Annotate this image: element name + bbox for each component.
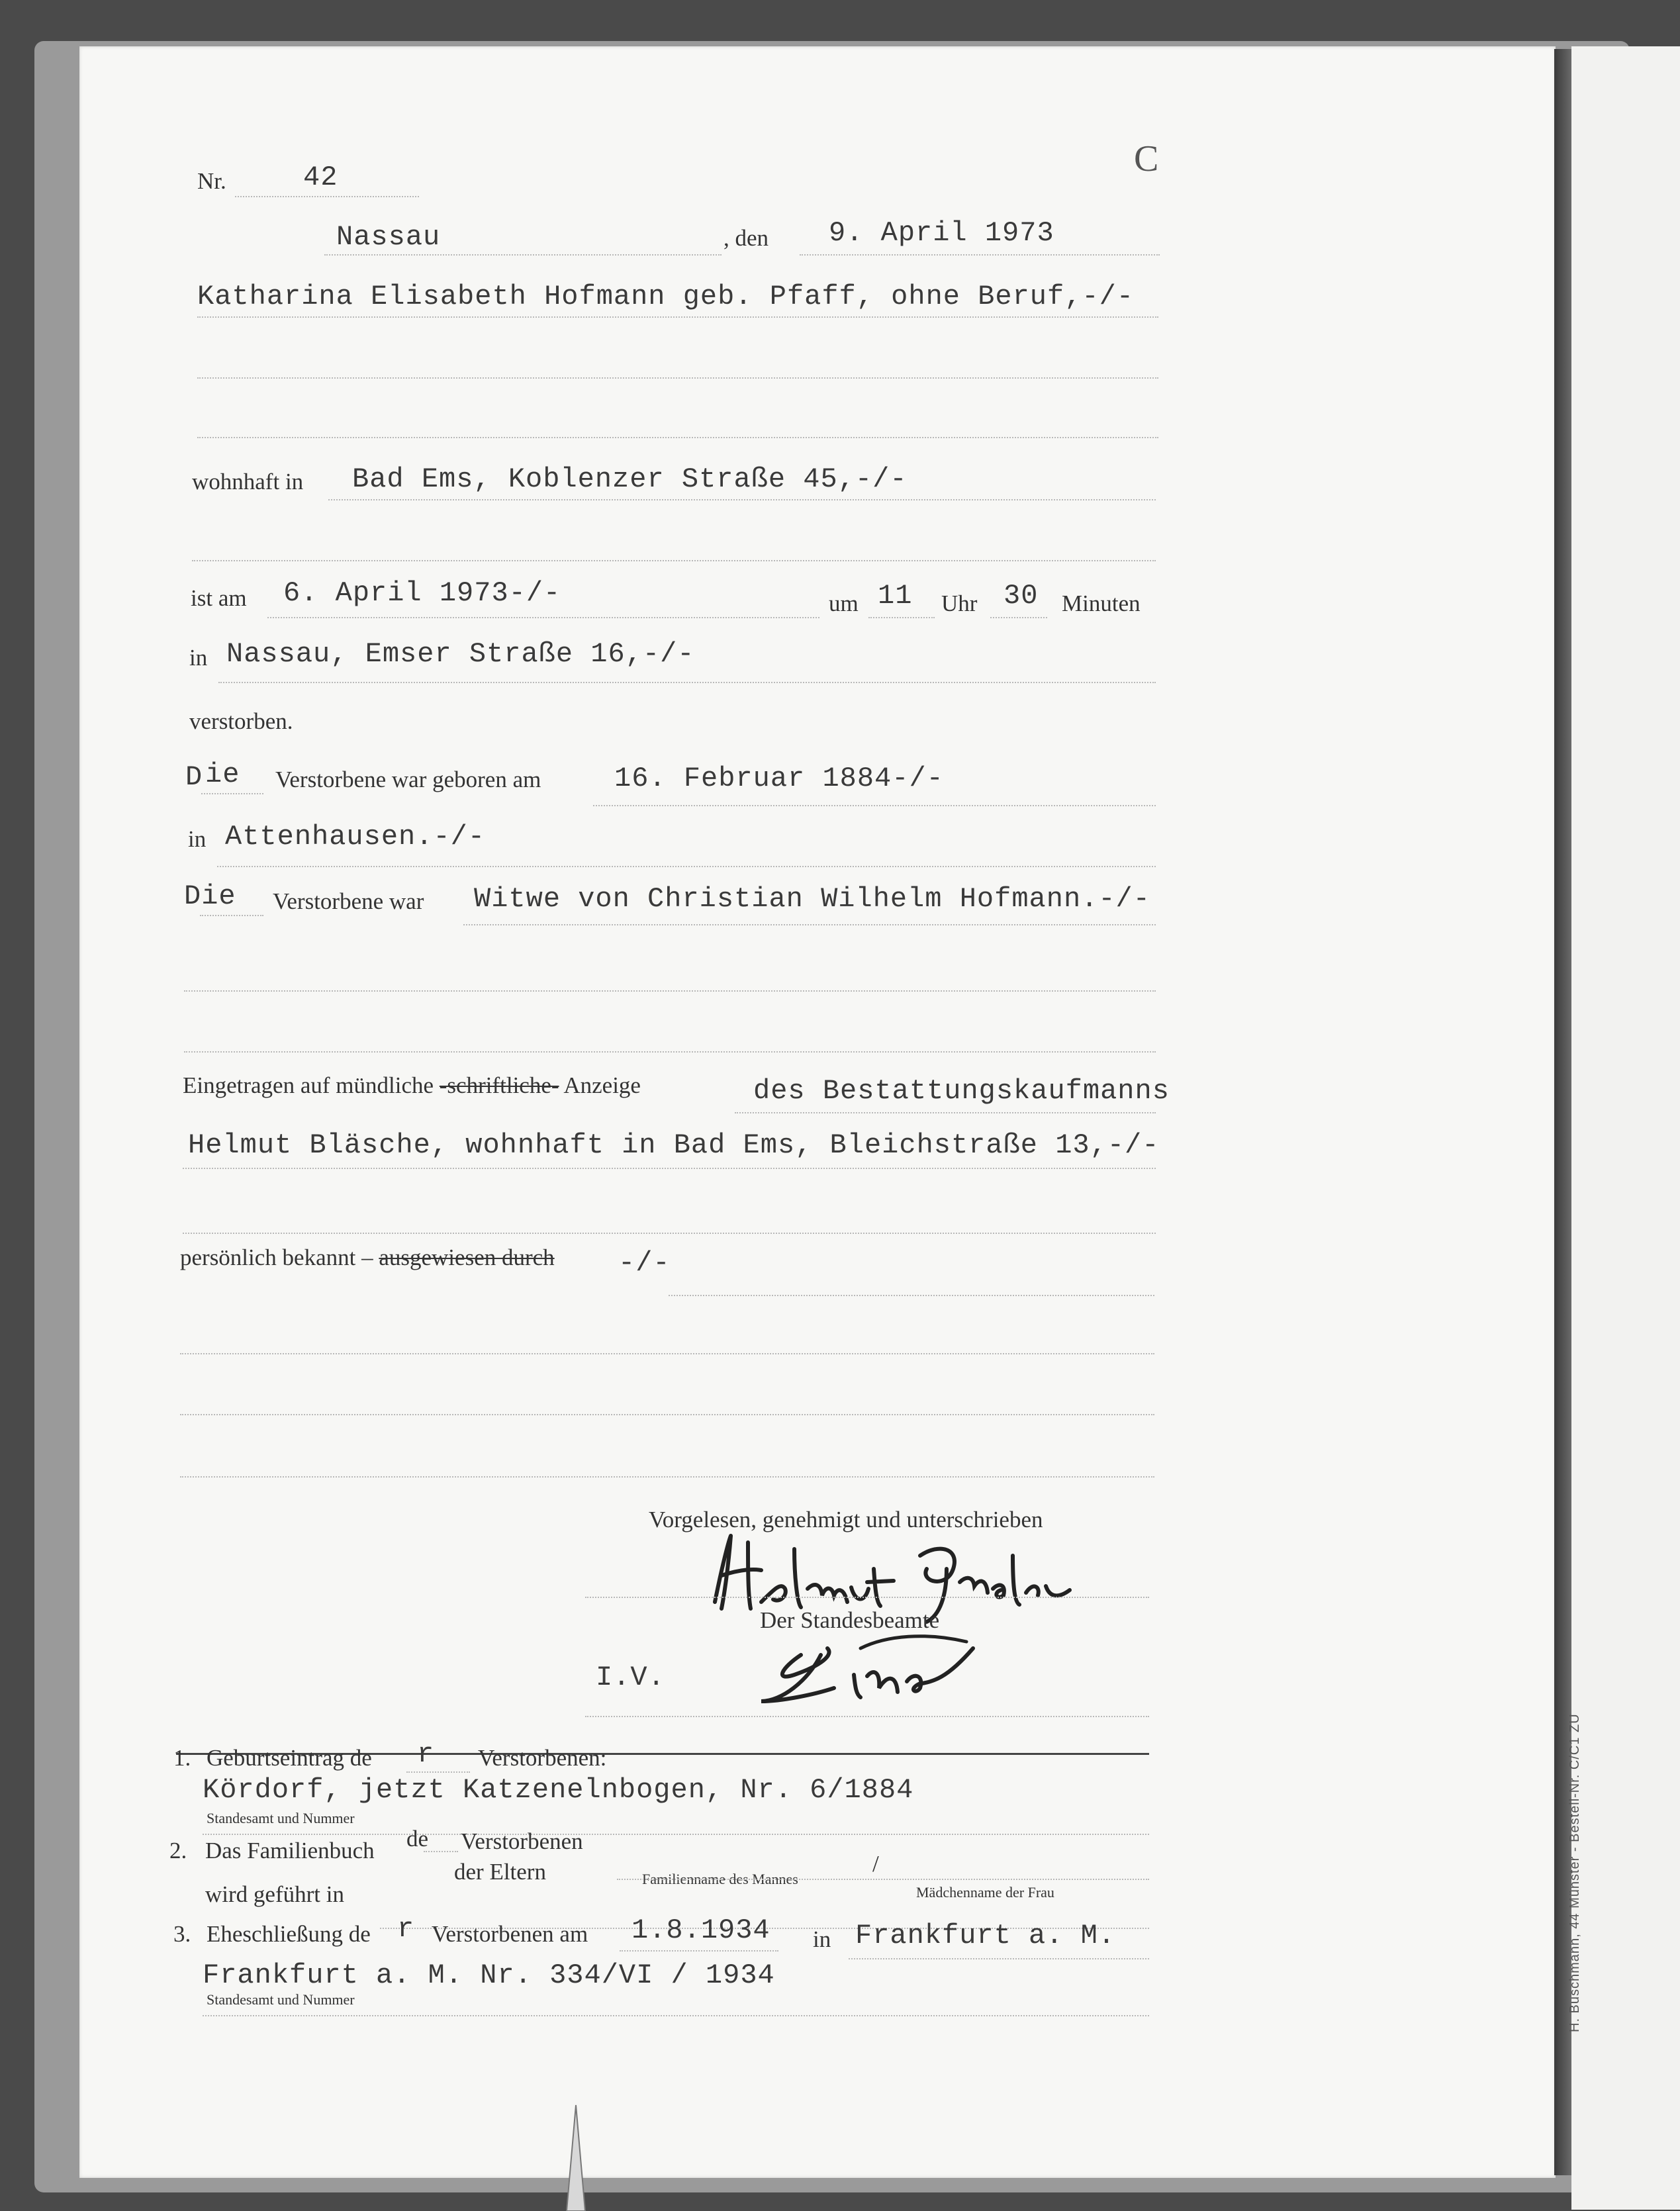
registry-place: Nassau <box>336 221 441 253</box>
death-place: Nassau, Emser Straße 16,-/- <box>226 638 695 670</box>
residence-line <box>328 499 1156 500</box>
item2-slash: / <box>872 1851 879 1877</box>
register-number: 42 <box>303 162 338 193</box>
standesamt-label-2: Standesamt und Nummer <box>207 1991 355 2008</box>
marriage-registry: Frankfurt a. M. Nr. 334/VI / 1934 <box>203 1959 775 1991</box>
item3-label-a: Eheschließung de <box>207 1921 371 1947</box>
registration-line-2 <box>183 1168 1156 1169</box>
printer-note: H. Buschmann, 44 Münster - Bestell-Nr. C/C1 ZU <box>1567 1713 1582 2032</box>
item1-fill: r <box>417 1738 435 1770</box>
iv-label: I.V. <box>596 1662 665 1693</box>
blank-line <box>197 437 1158 438</box>
item3-fill: r <box>397 1913 415 1945</box>
registration-label-b: Anzeige <box>563 1072 641 1098</box>
um-label: um <box>829 590 859 616</box>
identity-label <box>180 1245 555 1271</box>
registration-label <box>183 1072 641 1099</box>
die-line <box>201 793 263 794</box>
minuten-label: Minuten <box>1062 590 1141 616</box>
residence: Bad Ems, Koblenzer Straße 45,-/- <box>352 463 908 495</box>
death-date: 6. April 1973-/- <box>283 577 561 609</box>
marital-prefix: Die <box>184 880 236 912</box>
item3-in: in <box>813 1926 831 1952</box>
registration-date: 9. April 1973 <box>829 217 1054 249</box>
birth-place-line <box>217 866 1156 867</box>
registration-line-1 <box>735 1112 1156 1113</box>
read-approved-label: Vorgelesen, genehmigt und unterschrieben <box>649 1507 1043 1532</box>
marriage-date-line <box>620 1950 778 1952</box>
birth-label: Verstorbene war geboren am <box>275 767 541 792</box>
blank-line <box>183 1233 1156 1234</box>
date-line <box>800 254 1160 256</box>
blank-line <box>184 1051 1156 1053</box>
registrar-signature-line <box>585 1716 1149 1717</box>
blank-line <box>180 1353 1154 1354</box>
identity-value: -/- <box>618 1247 671 1279</box>
den-label: , den <box>723 225 769 251</box>
uhr-label: Uhr <box>941 590 978 616</box>
informant-occupation: des Bestattungskaufmanns <box>753 1075 1170 1107</box>
item1-label-a: Geburtseintrag de <box>207 1745 372 1771</box>
death-hour: 11 <box>878 580 913 612</box>
hour-line <box>868 617 935 618</box>
identity-struck: ausgewiesen durch <box>379 1245 555 1270</box>
standesamt-label-1: Standesamt und Nummer <box>207 1810 355 1826</box>
form-letter: C <box>1134 138 1159 179</box>
item3-line <box>203 2015 1149 2016</box>
birth-date-line <box>593 805 1156 806</box>
marriage-place: Frankfurt a. M. <box>855 1920 1116 1952</box>
nr-line <box>235 196 419 197</box>
registration-label-a: Eingetragen auf mündliche <box>183 1072 434 1098</box>
item2-name-line <box>617 1879 1149 1880</box>
facing-page <box>1571 46 1680 2210</box>
birth-in-label: in <box>188 826 207 852</box>
wohnhaft-label: wohnhaft in <box>192 469 304 494</box>
item1-value: Kördorf, jetzt Katzenelnbogen, Nr. 6/1884 <box>203 1774 914 1806</box>
death-place-line <box>218 682 1156 683</box>
informant-signature-line <box>585 1597 1149 1598</box>
item1-fill-line <box>406 1771 470 1773</box>
place-line <box>324 254 722 256</box>
marital-status: Witwe von Christian Wilhelm Hofmann.-/- <box>474 883 1150 915</box>
marital-line <box>463 924 1156 925</box>
registrar-signature <box>755 1628 993 1721</box>
death-date-line <box>267 617 819 618</box>
item3-number: 3. <box>173 1921 191 1947</box>
item2-de: de <box>406 1826 429 1852</box>
marriage-place-line <box>849 1958 1149 1959</box>
item3-label-b: Verstorbenen am <box>432 1921 588 1947</box>
marital-prefix-line <box>200 915 263 916</box>
item2-de-line <box>424 1851 458 1852</box>
item2-label: Das Familienbuch <box>205 1838 375 1863</box>
blank-line <box>197 377 1158 379</box>
item1-label-b: Verstorbenen: <box>478 1745 607 1771</box>
birth-date: 16. Februar 1884-/- <box>614 763 944 794</box>
registrar-label: Der Standesbeamte <box>760 1607 940 1633</box>
blank-line <box>180 1414 1154 1415</box>
item2-option-deceased: Verstorbenen <box>461 1828 583 1854</box>
blank-line <box>192 560 1156 561</box>
marriage-date: 1.8.1934 <box>631 1914 770 1946</box>
familienname-label: Familienname des Mannes <box>642 1871 798 1887</box>
item2-label-b: wird geführt in <box>205 1881 344 1907</box>
maedchenname-label: Mädchenname der Frau <box>916 1884 1054 1901</box>
death-minutes: 30 <box>1003 580 1039 612</box>
in-label: in <box>189 645 208 671</box>
registration-struck: -schriftliche- <box>439 1072 559 1098</box>
identity-line <box>669 1295 1154 1296</box>
name-line <box>197 316 1158 318</box>
marital-label: Verstorbene war <box>273 888 424 914</box>
identity-label-a: persönlich bekannt – <box>180 1245 373 1270</box>
item2-number: 2. <box>169 1838 187 1863</box>
item1-line <box>203 1834 1149 1835</box>
ist-am-label: ist am <box>191 585 247 611</box>
blank-line <box>184 990 1156 992</box>
item1-number: 1. <box>173 1745 191 1771</box>
item2-option-parents: der Eltern <box>454 1859 546 1885</box>
blank-line <box>180 1476 1154 1478</box>
birth-place: Attenhausen.-/- <box>225 821 486 853</box>
die-fill: ie <box>205 759 240 790</box>
minutes-line <box>990 617 1047 618</box>
deceased-name: Katharina Elisabeth Hofmann geb. Pfaff, ohne Beruf,-/- <box>197 281 1135 312</box>
informant-details: Helmut Bläsche, wohnhaft in Bad Ems, Bleichstraße 13,-/- <box>188 1129 1160 1161</box>
nr-label: Nr. <box>197 168 226 194</box>
die-prefix: D <box>185 761 203 793</box>
verstorben-label: verstorben. <box>189 708 293 734</box>
pen-icon <box>563 2105 589 2211</box>
